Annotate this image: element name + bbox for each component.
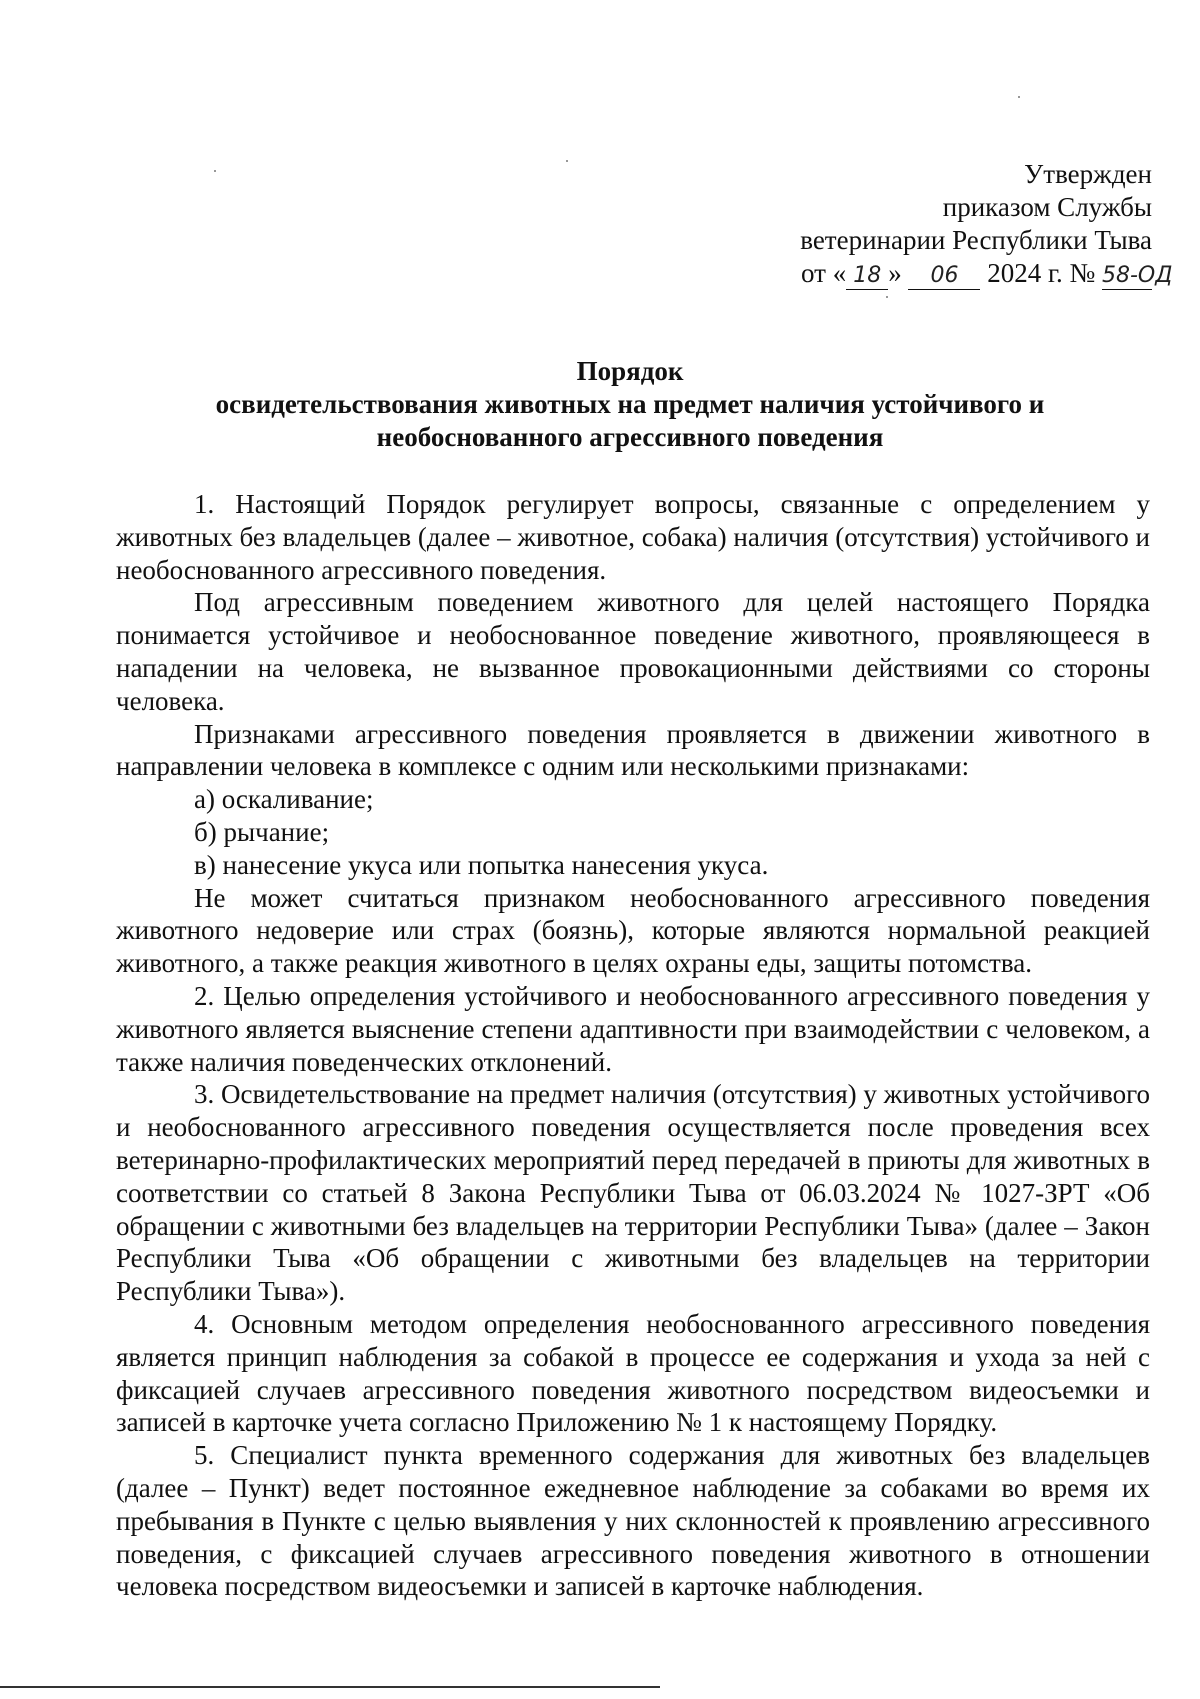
- approval-line-approved: Утвержден: [1024, 159, 1152, 189]
- list-item-a: а) оскаливание;: [194, 784, 374, 815]
- paragraph-signs: Признаками агрессивного поведения проявляется в движении животного в направлении человека в комплексе с одним или несколькими признаками:: [116, 718, 1150, 782]
- paragraph-definition: Под агрессивным поведением животного для целей настоящего Порядка понимается устойчивое и необоснованное поведение животного, проявляющееся в нападении на человека, не вызванное провокационными действиями со стороны человека.: [116, 587, 1150, 716]
- page-bottom-rule: [0, 1686, 660, 1688]
- title-line-1: Порядок: [576, 356, 684, 386]
- date-year: 2024 г. №: [987, 258, 1096, 288]
- paragraph-2: 2. Целью определения устойчивого и необоснованного агрессивного поведения у животного является выяснение степени адаптивности при взаимодействии с человеком, а также наличия поведенческих отклонений.: [116, 980, 1150, 1077]
- document-title: [130, 355, 1130, 454]
- paragraph-1: 1. Настоящий Порядок регулирует вопросы, связанные с определением у животных без владельцев (далее – животное, собака) наличия (отсутствия) устойчивого и необоснованного агрессивного поведения.: [116, 489, 1150, 585]
- approval-stamp-block: [800, 158, 1173, 290]
- approval-line-order: приказом Службы: [942, 192, 1152, 222]
- handwritten-month: 06: [908, 263, 980, 290]
- handwritten-order-number: 58-ОД: [1102, 263, 1173, 288]
- paragraph-3: 3. Освидетельствование на предмет наличия (отсутствия) у животных устойчивого и необоснованного агрессивного поведения осуществляется после проведения всех ветеринарно-профилактических мероприятий перед передачей в приюты для животных в соответствии со статьей 8 Закона Республики Тыва от 06.03.2024 № 1027-ЗРТ «Об обращении с животными без владельцев на территории Республики Тыва» (далее – Закон Республики Тыва «Об обращении с животными без владельцев на территории Республики Тыва»).: [116, 1079, 1150, 1307]
- list-item-b: б) рычание;: [194, 816, 330, 847]
- handwritten-day: 18: [846, 263, 888, 290]
- scan-speck: [1018, 96, 1020, 98]
- paragraph-exclusion: Не может считаться признаком необоснованного агрессивного поведения животного недоверие или страх (боязнь), которые являются нормальной реакцией животного, а также реакция животного в целях охраны еды, защиты потомства.: [116, 882, 1150, 979]
- approval-line-service: ветеринарии Республики Тыва: [800, 225, 1152, 255]
- scan-speck: [566, 160, 568, 162]
- date-mid: »: [888, 258, 902, 288]
- paragraph-5: 5. Специалист пункта временного содержания для животных без владельцев (далее – Пункт) ведет постоянное ежедневное наблюдение за собаками во время их пребывания в Пункте с целью выявления у них склонностей к проявлению агрессивного поведения, с фиксацией случаев агрессивного поведения животного в отношении человека посредством видеосъемки и записей в карточке наблюдения.: [116, 1440, 1150, 1602]
- approval-date-line: [800, 257, 1173, 290]
- paragraph-4: 4. Основным методом определения необоснованного агрессивного поведения является принцип наблюдения за собакой в процессе ее содержания и ухода за ней с фиксацией случаев агрессивного поведения животного посредством видеосъемки и записей в карточке учета согласно Приложению № 1 к настоящему Порядку.: [116, 1308, 1150, 1438]
- document-body: [116, 488, 1150, 1603]
- scan-speck: [214, 170, 216, 172]
- date-prefix: от «: [801, 258, 847, 288]
- scan-speck: [886, 296, 888, 298]
- title-line-3: необоснованного агрессивного поведения: [376, 422, 884, 452]
- list-item-c: в) нанесение укуса или попытка нанесения укуса.: [194, 849, 769, 880]
- title-line-2: освидетельствования животных на предмет наличия устойчивого и: [215, 389, 1045, 419]
